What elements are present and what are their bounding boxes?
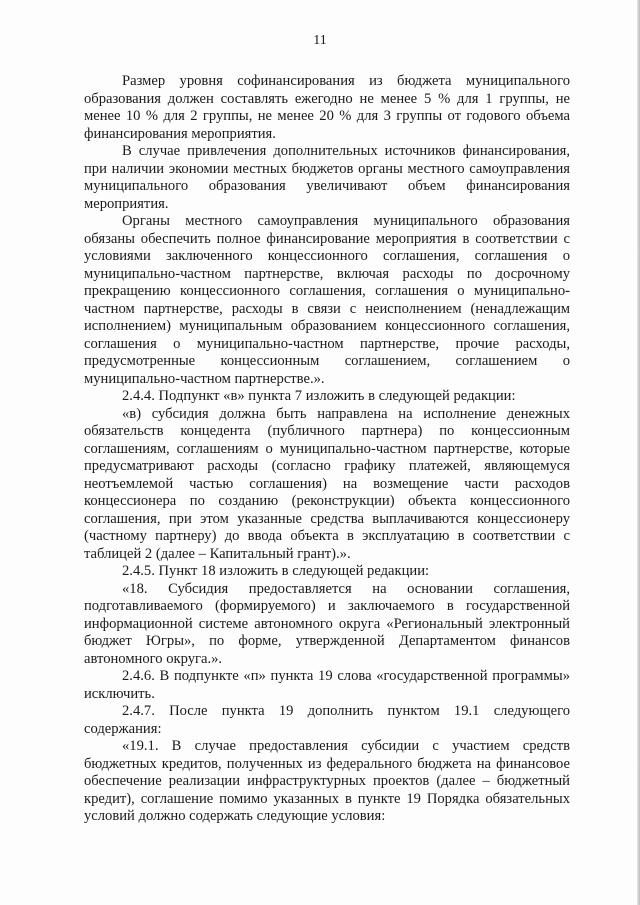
paragraph-2-4-5: 2.4.5. Пункт 18 изложить в следующей редакции: <box>122 563 430 579</box>
paragraph-2-4-4: 2.4.4. Подпункт «в» пункта 7 изложить в следующей редакции: <box>122 388 516 404</box>
document-body <box>84 73 570 826</box>
paragraph-point-18: «18. Субсидия предоставляется на основании соглашения, подготавливаемого (формируемого) и заключаемого в государственной информационной системе автономного округа «Региональный электронный бюджет Югры», по форме, утвержденной Департаментом финансов автономного округа.». <box>84 580 570 667</box>
paragraph-cofinancing-level: Размер уровня софинансирования из бюджета муниципального образования должен составлять ежегодно не менее 5 % для 1 группы, не менее 10 % для 2 группы, не менее 20 % для 3 группы от годового объема финансирования мероприятия. <box>84 73 570 142</box>
page-number: 11 <box>313 33 327 48</box>
paragraph-2-4-6: 2.4.6. В подпункте «п» пункта 19 слова «государственной программы» исключить. <box>84 668 570 702</box>
paragraph-additional-sources: В случае привлечения дополнительных источников финансирования, при наличии экономии местных бюджетов органы местного самоуправления муниципального образования увеличивают объем финансирования мероприятия. <box>84 143 570 212</box>
paragraph-point-19-1: «19.1. В случае предоставления субсидии с участием средств бюджетных кредитов, полученных из федерального бюджета на финансовое обеспечение реализации инфраструктурных проектов (далее – бюджетный кредит), соглашение помимо указанных в пункте 19 Порядка обязательных условий должно содержать следующие условия: <box>84 738 570 824</box>
paragraph-full-financing: Органы местного самоуправления муниципального образования обязаны обеспечить полное финансирование мероприятия в соответствии с условиями заключенного концессионного соглашения, соглашения о муниципально-частном партнерстве, включая расходы по досрочному прекращению концессионного соглашения, соглашения о муниципально-частном партнерстве, расходы в связи с неисполнением (ненадлежащим исполнением) муниципальным образованием концессионного соглашения, соглашения о муниципально-частном партнерстве, прочие расходы, предусмотренные концессионным соглашением, соглашением о муниципально-частном партнерстве.». <box>84 213 570 387</box>
paragraph-subpoint-v: «в) субсидия должна быть направлена на исполнение денежных обязательств концедента (публичного партнера) по концессионным соглашениям, соглашениям о муниципально-частном партнерстве, которые предусматривают расходы (согласно графику платежей, являющемуся неотъемлемой частью соглашения) на возмещение части расходов концессионера по созданию (реконструкции) объекта концессионного соглашения, при этом указанные средства выплачиваются концессионеру (частному партнеру) до ввода объекта в эксплуатацию в соответствии с таблицей 2 (далее – Капитальный грант).». <box>84 405 570 562</box>
paragraph-2-4-7: 2.4.7. После пункта 19 дополнить пунктом 19.1 следующего содержания: <box>84 703 570 737</box>
